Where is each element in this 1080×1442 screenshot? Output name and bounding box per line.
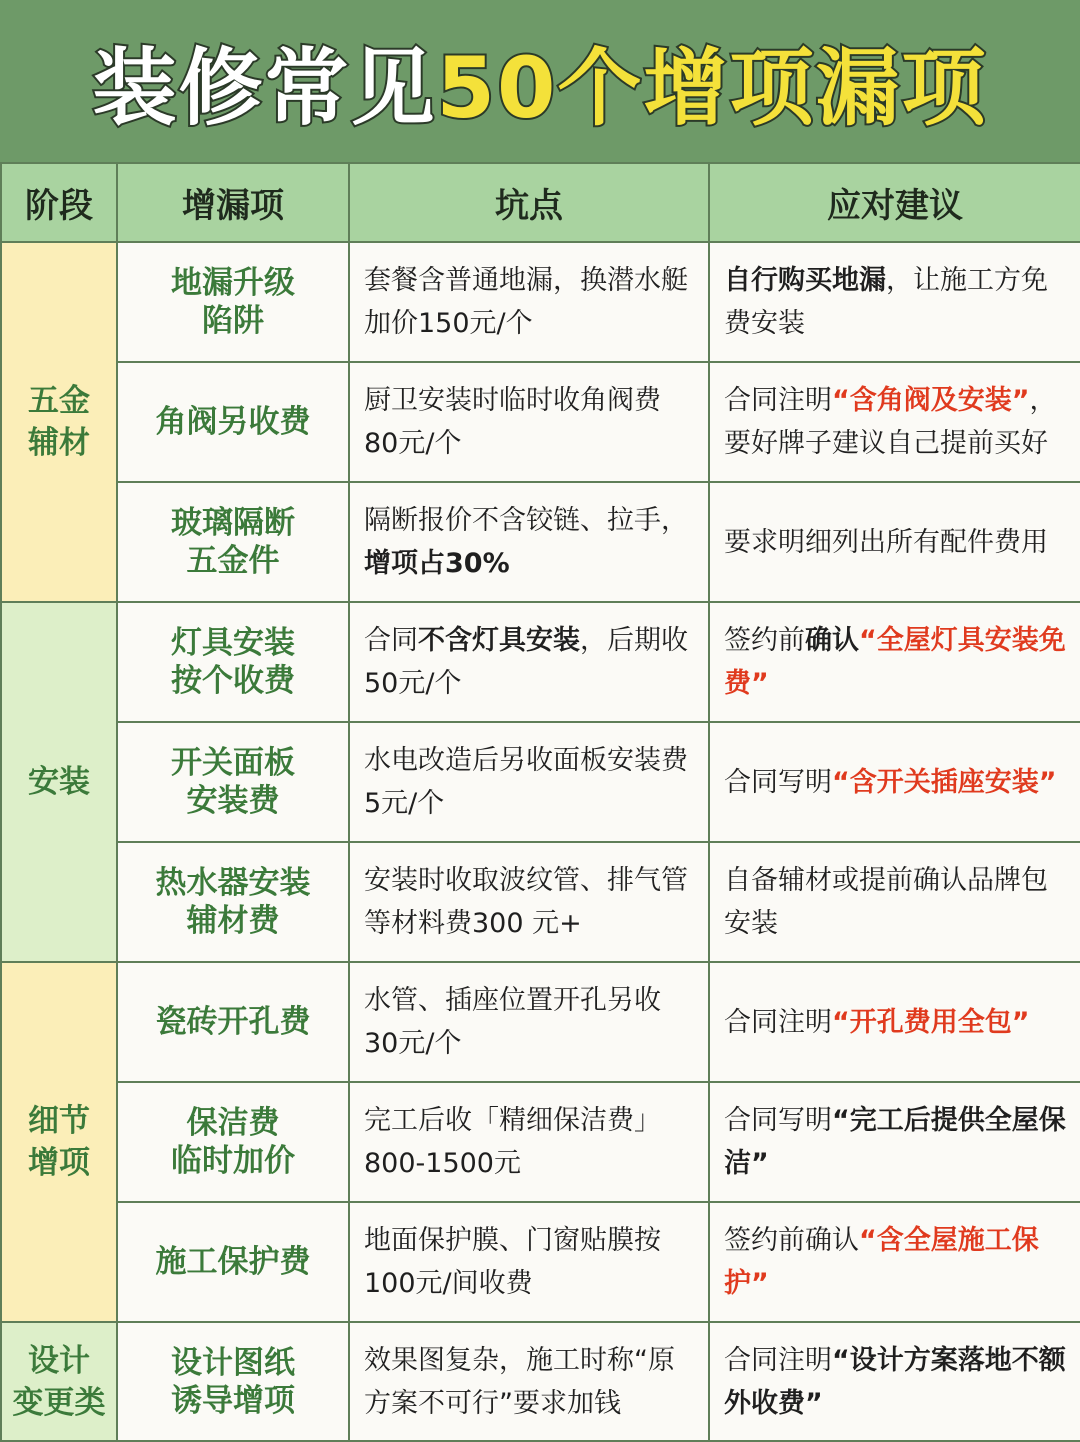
pit-text: 安装时收取波纹管、排气管等材料费300 元+ xyxy=(364,865,688,939)
advice-cell xyxy=(709,482,1080,602)
stage-label: 增项 xyxy=(28,1145,90,1181)
item-cell xyxy=(117,722,349,842)
pit-cell xyxy=(349,1322,709,1441)
item-cell xyxy=(117,362,349,482)
pit-cell xyxy=(349,362,709,482)
item-label: 开关面板 xyxy=(171,745,295,781)
header-advice: 应对建议 xyxy=(709,163,1080,242)
item-label: 安装费 xyxy=(186,783,280,819)
pit-text: ，后期收50元/个 xyxy=(364,625,688,699)
stage-label: 细节 xyxy=(28,1103,90,1139)
item-label: 临时加价 xyxy=(171,1143,295,1179)
item-cell xyxy=(117,1322,349,1441)
advice-text: 签约前确认 xyxy=(724,1225,859,1256)
item-label: 陷阱 xyxy=(202,303,264,339)
table-row xyxy=(1,722,1080,842)
advice-text: “开孔费用全包” xyxy=(832,1006,1030,1038)
table-row xyxy=(1,1322,1080,1441)
pit-text: 增项占30% xyxy=(364,548,510,579)
stage-label: 五金 xyxy=(28,383,90,419)
pit-text: 厨卫安装时临时收角阀费80元/个 xyxy=(364,385,661,459)
pit-text: 水管、插座位置开孔另收30元/个 xyxy=(364,985,661,1059)
table-body xyxy=(1,242,1080,1441)
advice-text: “设计方案落地不额外收费” xyxy=(724,1344,1066,1419)
advice-text: 自行购买地漏 xyxy=(724,265,886,296)
item-label: 地漏升级 xyxy=(171,265,295,301)
stage-label: 安装 xyxy=(28,764,90,800)
advice-text: 合同注明 xyxy=(724,1006,832,1038)
stage-cell xyxy=(1,962,117,1322)
advice-text: 合同写明 xyxy=(724,1105,832,1136)
item-label: 辅材费 xyxy=(186,903,280,939)
advice-text: 签约前 xyxy=(724,625,805,656)
item-cell xyxy=(117,962,349,1082)
item-label: 按个收费 xyxy=(171,663,295,699)
pitfall-table xyxy=(0,162,1080,1442)
pit-cell xyxy=(349,842,709,962)
title-banner xyxy=(0,0,1080,162)
pit-text: 合同 xyxy=(364,625,418,656)
item-label: 玻璃隔断 xyxy=(171,505,295,541)
advice-cell xyxy=(709,962,1080,1082)
stage-label: 变更类 xyxy=(12,1384,106,1421)
pit-cell xyxy=(349,482,709,602)
stage-label: 设计 xyxy=(28,1342,90,1379)
table-row xyxy=(1,842,1080,962)
advice-text: “含角阀及安装” xyxy=(832,385,1030,416)
advice-cell xyxy=(709,362,1080,482)
item-label: 灯具安装 xyxy=(171,625,295,661)
pit-cell xyxy=(349,1082,709,1202)
advice-cell xyxy=(709,1082,1080,1202)
advice-text: 合同写明 xyxy=(724,766,832,798)
pit-text: 地面保护膜、门窗贴膜按100元/间收费 xyxy=(364,1225,661,1299)
table-row xyxy=(1,1082,1080,1202)
stage-cell xyxy=(1,242,117,602)
advice-text: “含全屋施工保护” xyxy=(724,1225,1039,1299)
item-cell xyxy=(117,1202,349,1322)
item-label: 热水器安装 xyxy=(155,865,311,901)
pit-cell xyxy=(349,602,709,722)
advice-cell xyxy=(709,242,1080,362)
table-row xyxy=(1,362,1080,482)
pit-text: 完工后收「精细保洁费」800-1500元 xyxy=(364,1105,661,1179)
pit-text: 水电改造后另收面板安装费5元/个 xyxy=(364,745,688,819)
stage-label: 辅材 xyxy=(28,425,90,461)
item-label: 五金件 xyxy=(186,543,280,579)
advice-text: ，要好牌子建议自己提前买好 xyxy=(724,385,1057,459)
pit-cell xyxy=(349,242,709,362)
advice-cell xyxy=(709,842,1080,962)
advice-text: 合同注明 xyxy=(724,1344,832,1376)
advice-cell xyxy=(709,722,1080,842)
item-label: 施工保护费 xyxy=(155,1244,311,1280)
item-cell xyxy=(117,1082,349,1202)
page-title xyxy=(93,21,988,142)
advice-cell xyxy=(709,1202,1080,1322)
advice-cell xyxy=(709,602,1080,722)
header-stage: 阶段 xyxy=(1,163,117,242)
pit-cell xyxy=(349,962,709,1082)
advice-text: “含开关插座安装” xyxy=(832,766,1057,798)
stage-cell xyxy=(1,1322,117,1441)
pit-text: 套餐含普通地漏，换潜水艇加价150元/个 xyxy=(364,265,688,339)
header-item: 增漏项 xyxy=(117,163,349,242)
pit-text: 隔断报价不含铰链、拉手， xyxy=(364,505,688,536)
advice-text: “完工后提供全屋保洁” xyxy=(724,1105,1066,1179)
item-cell xyxy=(117,482,349,602)
advice-text: 自备辅材或提前确认品牌包安装 xyxy=(724,865,1048,939)
table-row xyxy=(1,242,1080,362)
title-part-white: 装修常见 xyxy=(92,38,437,137)
advice-text: “全屋灯具安装免费” xyxy=(724,625,1066,699)
pit-text: 不含灯具安装 xyxy=(418,625,580,656)
item-label: 诱导增项 xyxy=(171,1382,295,1419)
pit-cell xyxy=(349,722,709,842)
item-label: 设计图纸 xyxy=(171,1344,295,1381)
item-label: 瓷砖开孔费 xyxy=(155,1004,311,1040)
title-part-yellow: 50个增项漏项 xyxy=(436,38,988,137)
table-row xyxy=(1,962,1080,1082)
table-row xyxy=(1,1202,1080,1322)
advice-text: 要求明细列出所有配件费用 xyxy=(724,526,1048,558)
item-label: 角阀另收费 xyxy=(155,404,311,440)
advice-text: 确认 xyxy=(805,625,859,656)
advice-text: 合同注明 xyxy=(724,385,832,416)
table-row xyxy=(1,602,1080,722)
pit-cell xyxy=(349,1202,709,1322)
item-cell xyxy=(117,242,349,362)
item-label: 保洁费 xyxy=(186,1105,280,1141)
table-header-row xyxy=(1,163,1080,242)
item-cell xyxy=(117,842,349,962)
item-cell xyxy=(117,602,349,722)
header-pit: 坑点 xyxy=(349,163,709,242)
advice-cell xyxy=(709,1322,1080,1441)
pit-text: 效果图复杂，施工时称“原方案不可行”要求加钱 xyxy=(364,1344,675,1419)
table-row xyxy=(1,482,1080,602)
advice-text: ，让施工方免费安装 xyxy=(724,265,1048,339)
stage-cell xyxy=(1,602,117,962)
